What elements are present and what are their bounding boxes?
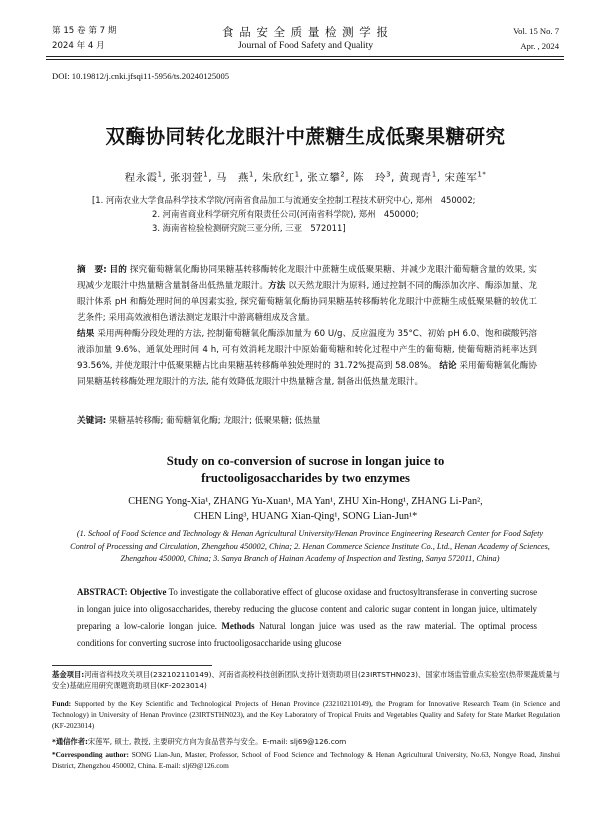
fund-cn <box>52 669 560 691</box>
journal-title-cn: 食 品 安 全 质 量 检 测 学 报 <box>222 25 389 39</box>
volume-en: Vol. 15 No. 7 <box>513 26 559 36</box>
methods-en-label: Methods <box>221 621 255 631</box>
objective-en-label: Objective <box>129 587 167 597</box>
affiliation-cn-3: 3. 海南省检验检测研究院三亚分所, 三亚 572011] <box>152 223 346 233</box>
author-cn: 宋莲军$^{1*}$ <box>444 170 487 184</box>
title-cn: 双酶协同转化龙眼汁中蔗糖生成低聚果糖研究 <box>105 125 506 148</box>
author-cn: 张立攀$^2$ <box>307 170 346 184</box>
corresponding-en <box>52 749 560 771</box>
volume-cn: 第 15 卷 第 7 期 <box>52 26 117 36</box>
authors-en-line-2: CHEN Ling³, HUANG Xian-Qing¹, SONG Lian-Jun¹* <box>193 511 418 522</box>
conclusion-cn: 采用葡萄糖氧化酶协同果糖基转移酶处理龙眼汁的方法, 能有效降低龙眼汁中热量糖含量, 制备出低热量龙眼汁。 <box>77 361 537 387</box>
corresponding-cn <box>52 736 560 747</box>
author-cn: 黄现青$^1$ <box>398 170 437 184</box>
abstract-en-label: ABSTRACT: <box>77 587 128 597</box>
fund-en <box>52 698 560 732</box>
keywords-cn <box>77 413 537 429</box>
date-cn: 2024 年 4 月 <box>52 41 105 51</box>
journal-title-en: Journal of Food Safety and Quality <box>237 40 374 51</box>
keywords-cn-list: 果糖基转移酶; 葡萄糖氧化酶; 龙眼汁; 低聚果糖; 低热量 <box>108 416 321 426</box>
abstract-cn <box>77 262 537 390</box>
methods-en: Natural longan juice was used as the raw material. The optimal process conditions for converting sucrose into fructooligosaccharide using glucose <box>77 621 537 648</box>
authors-en-line-1: CHENG Yong-Xia¹, ZHANG Yu-Xuan¹, MA Yan¹, ZHU Xin-Hong¹, ZHANG Li-Pan², <box>128 496 483 507</box>
corresponding-cn-text: 宋莲军, 硕士, 教授, 主要研究方向为食品营养与安全。E-mail: slj69@126.com <box>87 737 347 746</box>
author-cn: 程永霞$^1$ <box>124 170 163 184</box>
fund-cn-label: 基金项目: <box>52 670 85 679</box>
objective-cn: 探究葡萄糖氧化酶协同果糖基转移酶转化龙眼汁中蔗糖生成低聚果糖、并减少龙眼汁葡萄糖含量的效果, 实现减少龙眼汁中热量糖含量制备出低热量龙眼汁。 <box>77 265 537 291</box>
date-en: Apr. , 2024 <box>520 41 559 51</box>
methods-cn: 以天然龙眼汁为原料, 通过控制不同的酶添加次序、酶添加量、龙眼汁体系 pH 和酶处理时间的单因素实验, 探究葡萄糖氧化酶协同果糖基转移酶转化龙眼汁中蔗糖生成低聚果糖的较优工艺条件; 采用高效液相色谱法测定龙眼汁中游离糖组成及含量。 <box>77 281 537 323</box>
fund-en-text: Supported by the Key Scientific and Technological Projects of Henan Province (232102110149), the Program for Innovative Research Team (in Science and Technology) in University of Henan Province (23IRTSTHN023), and the Key Laboratory of Tropical Fruits and Vegetables Quality and Safety for State Market Regulation (KF-2023014) <box>52 699 561 731</box>
abstract-en <box>77 584 537 652</box>
header-rule-thin <box>46 59 564 60</box>
title-en <box>0 453 611 487</box>
abstract-cn-label: 摘 要: <box>77 265 107 275</box>
author-cn: 朱欣红$^1$ <box>261 170 300 184</box>
results-cn-label: 结果 <box>77 329 95 339</box>
header-rule <box>46 56 564 57</box>
affiliation-cn-1: [1. 河南农业大学食品科学技术学院/河南省食品加工与流通安全控制工程技术研究中心, 郑州 450002; <box>92 195 476 205</box>
author-cn: 张羽萱$^1$ <box>170 170 209 184</box>
title-en-line-1: Study on co-conversion of sucrose in longan juice to <box>166 454 445 468</box>
fund-en-label: Fund: <box>52 699 72 708</box>
authors-cn: 程永霞$^1$, 张羽萱$^1$, 马 燕$^1$, 朱欣红$^1$, 张立攀$^2$, 陈 玲$^3$, 黄现青$^1$, 宋莲军$^{1*}$ <box>124 170 487 184</box>
affiliation-cn-2: 2. 河南省商业科学研究所有限责任公司(河南省科学院), 郑州 450000; <box>152 209 419 219</box>
results-cn: 采用两种酶分段处理的方法, 控制葡萄糖氧化酶添加量为 60 U/g、反应温度为 35°C、初始 pH 6.0、饱和碳酸钙溶液添加量 9.6%、通氧处理时间 4 h, 可有效消耗龙眼汁中原始葡萄糖和转化过程中产生的葡萄糖, 使葡萄糖消耗率达到 93.56%, 并使龙眼汁中低聚果糖占比由果糖基转移酶单独处理时的 31.72%提高到 58.08%。 <box>77 329 537 371</box>
methods-cn-label: 方法 <box>268 281 286 291</box>
footnote-rule <box>52 665 212 666</box>
corresponding-en-text: SONG Lian-Jun, Master, Professor, School of Food Science and Technology & Henan Agricultural University, No.63, Nongye Road, Jinshui District, Zhengzhou 450002, China. E-mail: slj69@126.com <box>52 750 560 771</box>
author-cn: 马 燕$^1$ <box>216 170 254 184</box>
doi[interactable]: DOI: 10.19812/j.cnki.jfsqi11-5956/ts.20240125005 <box>52 71 230 81</box>
objective-en: To investigate the collaborative effect of glucose oxidase and fructosyltransferase in converting sucrose in longan juice into oligosaccharides, thereby reducing the glucose content and caloric sugar content in longan juice, ultimately preparing a low-calorie longan juice. <box>77 587 538 631</box>
affiliations-en: (1. School of Food Science and Technology & Henan Agricultural University/Henan Province Engineering Research Center for Food Safety Control of Processing and Circulation, Zhengzhou 450002, China; 2. Henan Commerce Science Institute Co., Ltd., Henan Academy of Sciences, Zhengzhou 450000, China; 3. Sanya Branch of Hainan Academy of Inspection and Testing, Sanya 572011, China) <box>70 529 550 563</box>
author-cn: 陈 玲$^3$ <box>353 170 392 184</box>
title-en-line-2: fructooligosaccharides by two enzymes <box>201 471 410 485</box>
objective-cn-label: 目的 <box>109 265 127 275</box>
fund-cn-text: 河南省科技攻关项目(232102110149)、河南省高校科技创新团队支持计划资助项目(23IRTSTHN023)、国家市场监管重点实验室(热带果蔬质量与安全)基础应用研究课题资助项目(KF-2023014) <box>52 670 560 691</box>
conclusion-cn-label: 结论 <box>439 361 457 371</box>
corresponding-cn-label: *通信作者: <box>52 737 88 746</box>
corresponding-en-label: *Corresponding author: <box>52 750 129 759</box>
keywords-cn-label: 关键词: <box>77 416 107 426</box>
authors-en <box>0 494 611 524</box>
